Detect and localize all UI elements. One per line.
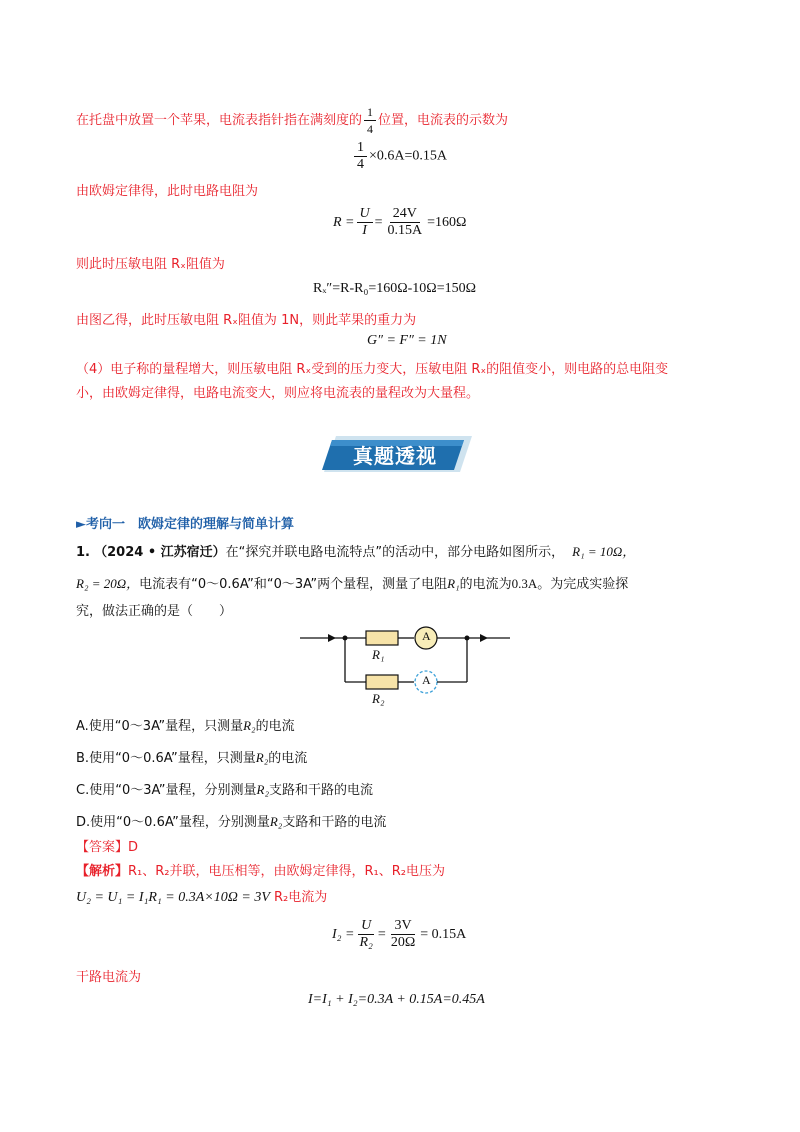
- fraction-denominator: I: [362, 223, 367, 238]
- equation-text: =: [374, 214, 383, 230]
- text-line: （4）电子称的量程增大，则压敏电阻 Rₓ受到的压力变大，压敏电阻 Rₓ的阻值变小，则电路的总电阻变: [76, 362, 669, 377]
- option-text: 使用“0～0.6A”量程，分别测量: [90, 815, 270, 830]
- option-text: 的电流: [255, 719, 295, 734]
- section-banner: [322, 432, 472, 476]
- equation: [333, 206, 466, 239]
- analysis-label: 【解析】: [76, 864, 129, 879]
- fraction-numerator: 24V: [390, 206, 420, 223]
- ammeter-label: A: [422, 673, 431, 687]
- option-text: 的电流: [268, 751, 308, 766]
- option-symbol: R₂: [255, 750, 269, 765]
- fraction: [364, 104, 376, 137]
- text-segment: 位置，电流表的示数为: [378, 113, 509, 128]
- equation-text: =: [377, 926, 386, 942]
- option-text: 使用“0～3A”量程，只测量: [88, 719, 244, 734]
- text-segment: 在托盘中放置一个苹果，电流表指针指在满刻度的: [76, 113, 363, 128]
- analysis-line: [76, 862, 445, 882]
- question-source: （2024 • 江苏宿迁）: [94, 545, 226, 560]
- fraction-numerator: U: [358, 918, 374, 935]
- option-c[interactable]: [76, 780, 373, 801]
- fraction: [385, 206, 426, 239]
- fraction-denominator: 20Ω: [390, 935, 416, 950]
- question-number: 1.: [76, 545, 90, 560]
- resistor-r2: [366, 675, 398, 689]
- equation: U₂ = U₁ = I₁R₁ = 0.3A×10Ω = 3V: [76, 890, 270, 905]
- question-line: [76, 574, 628, 595]
- equation: I=I₁ + I₂=0.3A + 0.15A=0.45A: [308, 992, 485, 1007]
- question-line: 究，做法正确的是（ ）: [76, 604, 233, 619]
- text-segment: 在“探究并联电路电流特点”的活动中，部分电路如图所示，: [225, 545, 565, 560]
- analysis-line: [76, 888, 327, 908]
- fraction: [354, 140, 367, 173]
- text-line: 由欧姆定律得，此时电路电阻为: [76, 184, 259, 199]
- option-text: 支路和干路的电流: [282, 815, 387, 830]
- text-segment: R₁: [447, 576, 460, 591]
- text-segment: R₂电流为: [274, 890, 328, 905]
- r1-label: R₁: [372, 647, 385, 662]
- text-segment: 。为完成实验探: [537, 577, 629, 592]
- equation-text: I₂ =: [332, 926, 355, 942]
- banner-title: 真题透视: [353, 443, 437, 468]
- option-letter: D.: [76, 815, 91, 830]
- equation-text: = 0.15A: [420, 926, 467, 942]
- text-line: 则此时压敏电阻 Rₓ阻值为: [76, 257, 225, 272]
- text-segment: R₁ = 10Ω，: [572, 544, 636, 559]
- ammeter-label: A: [422, 629, 431, 643]
- arrow-icon: [480, 634, 488, 642]
- text-segment: 0.3A: [511, 576, 538, 591]
- option-text: 使用“0～0.6A”量程，只测量: [89, 751, 256, 766]
- text-segment: 的电流为: [459, 577, 512, 592]
- equation: [332, 918, 466, 951]
- option-letter: A.: [76, 719, 89, 734]
- fraction-denominator: 0.15A: [387, 223, 423, 238]
- question-line: [76, 542, 635, 563]
- option-letter: C.: [76, 783, 90, 798]
- fraction: [357, 206, 373, 239]
- text-line: 小，由欧姆定律得，电路电流变大，则应将电流表的量程改为大量程。: [76, 386, 480, 401]
- option-a[interactable]: [76, 716, 295, 737]
- option-text: 支路和干路的电流: [269, 783, 374, 798]
- fraction-numerator: 1: [364, 104, 376, 121]
- option-text: 使用“0～3A”量程，分别测量: [89, 783, 257, 798]
- text-segment: R₁、R₂并联，电压相等，由欧姆定律得，R₁、R₂电压为: [128, 864, 445, 879]
- text-segment: R₂ = 20Ω，: [76, 576, 140, 591]
- fraction-numerator: 1: [354, 140, 367, 157]
- text-line: [76, 104, 508, 137]
- fraction-numerator: U: [357, 206, 373, 223]
- answer-label: 【答案】D: [76, 840, 139, 855]
- section-heading: ►考向一 欧姆定律的理解与简单计算: [76, 517, 294, 532]
- circuit-svg: [300, 620, 510, 712]
- option-b[interactable]: [76, 748, 307, 769]
- option-symbol: R₂: [269, 814, 283, 829]
- equation-text: =160Ω: [427, 214, 467, 230]
- equation-text: ×0.6A=0.15A: [369, 148, 448, 164]
- text-line: 由图乙得，此时压敏电阻 Rₓ阻值为 1N，则此苹果的重力为: [76, 313, 417, 328]
- circuit-diagram: [300, 620, 510, 712]
- fraction: [388, 918, 418, 951]
- option-d[interactable]: [76, 812, 386, 833]
- resistor-r1: [366, 631, 398, 645]
- equation: Rₓ″=R-R₀=160Ω-10Ω=150Ω: [313, 281, 477, 296]
- fraction: [356, 918, 375, 951]
- fraction-denominator: R₂: [359, 935, 373, 950]
- r2-label: R₂: [372, 691, 385, 706]
- text-line: 干路电流为: [76, 970, 142, 985]
- option-symbol: R₂: [256, 782, 269, 797]
- fraction-numerator: 3V: [391, 918, 414, 935]
- equation: [352, 140, 447, 173]
- option-symbol: R₂: [243, 718, 256, 733]
- option-letter: B.: [76, 751, 90, 766]
- text-segment: 电流表有“0～0.6A”和“0～3A”两个量程，测量了电阻: [139, 577, 448, 592]
- equation: G″ = F″ = 1N: [367, 333, 447, 348]
- arrow-icon: [328, 634, 336, 642]
- equation-text: R =: [333, 214, 355, 230]
- fraction-denominator: 4: [367, 122, 374, 136]
- fraction-denominator: 4: [357, 157, 364, 172]
